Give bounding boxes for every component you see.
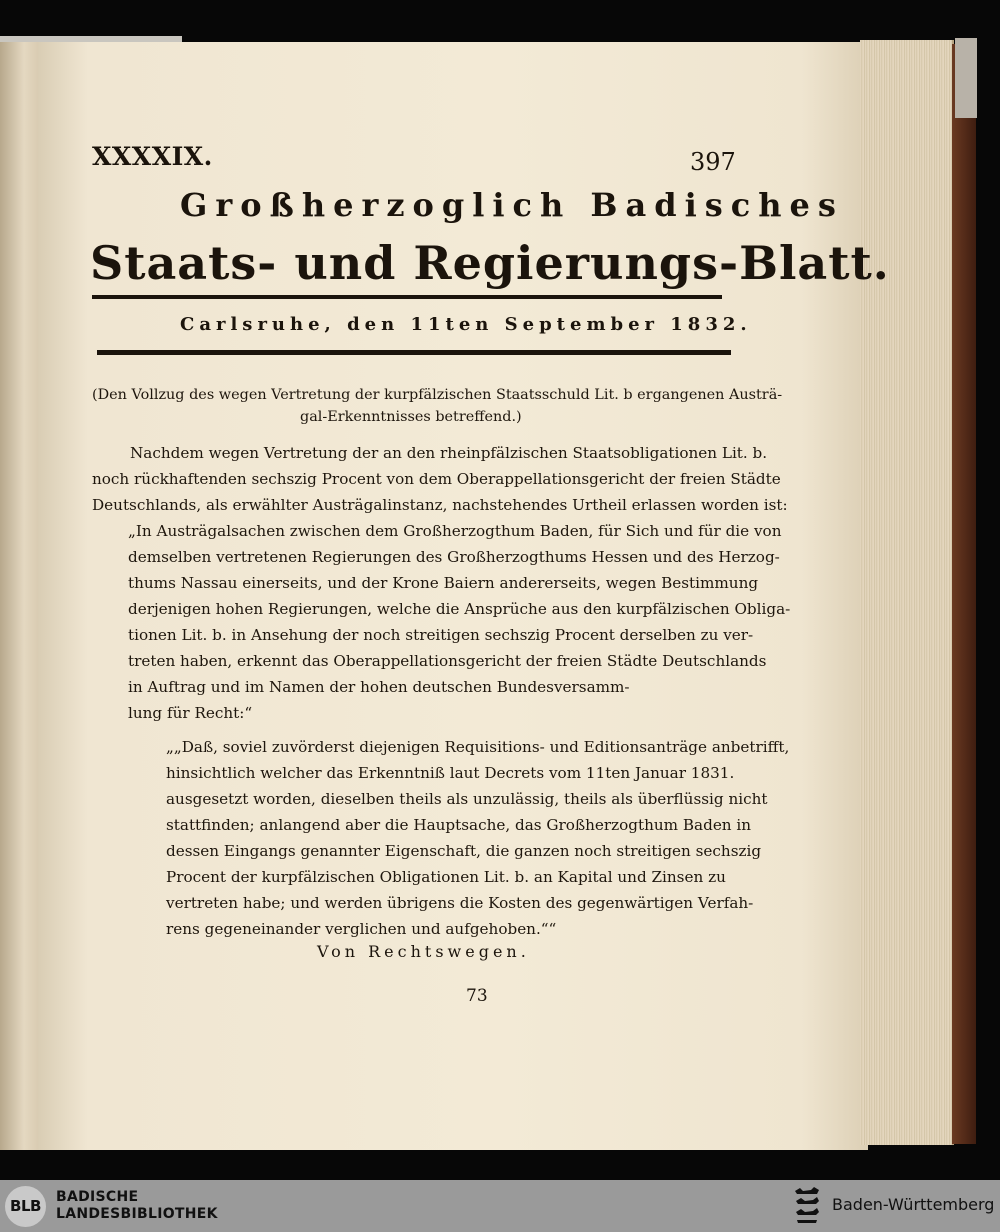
text-line: ausgesetzt worden, dieselben theils als unzulässig, theils als überflüssig nicht	[166, 790, 768, 808]
library-name-line-1: BADISCHE	[56, 1189, 139, 1205]
masthead-title-line-2: Staats- und Regierungs-Blatt.	[90, 236, 890, 290]
footer-bar	[0, 1180, 1000, 1232]
text-line: hinsichtlich welcher das Erkenntniß laut Decrets vom 11ten Januar 1831.	[166, 764, 735, 782]
signature-mark: 73	[466, 986, 488, 1006]
library-name-line-2: LANDESBIBLIOTHEK	[56, 1206, 218, 1222]
signoff: Von Rechtswegen.	[317, 942, 530, 961]
text-line: „In Austrägalsachen zwischen dem Großherzogthum Baden, für Sich und für die von	[128, 522, 782, 540]
text-line: in Auftrag und im Namen der hohen deutschen Bundesversamm-	[128, 678, 630, 696]
text-line: stattfinden; anlangend aber die Hauptsache, das Großherzogthum Baden in	[166, 816, 752, 834]
subject-line: gal-Erkenntnisses betreffend.)	[300, 409, 522, 425]
text-line: „„Daß, soviel zuvörderst diejenigen Requisitions- und Editionsanträge anbetrifft,	[166, 738, 790, 756]
text-line: Procent der kurpfälzischen Obligationen Lit. b. an Kapital und Zinsen zu	[166, 868, 726, 886]
cover-paper-corner	[955, 38, 977, 118]
text-line: derjenigen hohen Regierungen, welche die Ansprüche aus den kurpfälzischen Obliga-	[128, 600, 791, 618]
masthead-title-line-1: Großherzoglich Badisches	[180, 186, 844, 224]
text-line: tionen Lit. b. in Ansehung der noch streitigen sechszig Procent derselben zu ver-	[128, 626, 754, 644]
page-edges	[860, 40, 954, 1145]
text-line: Nachdem wegen Vertretung der an den rheinpfälzischen Staatsobligationen Lit. b.	[130, 444, 768, 462]
text-line: rens gegeneinander verglichen und aufgehoben.““	[166, 920, 557, 938]
text-line: thums Nassau einerseits, und der Krone Baiern andererseits, wegen Bestimmung	[128, 574, 759, 592]
book-cover	[952, 44, 976, 1144]
text-line: lung für Recht:“	[128, 704, 253, 722]
intro-paragraph	[92, 440, 788, 518]
operative-paragraph	[166, 734, 789, 942]
stag-lion-crest-icon	[792, 1186, 822, 1226]
left-page-edge	[0, 42, 40, 1150]
masthead-rule	[92, 295, 722, 299]
date-rule	[97, 350, 731, 355]
text-line: vertreten habe; und werden übrigens die Kosten des gegenwärtigen Verfah-	[166, 894, 754, 912]
library-name[interactable]	[56, 1189, 218, 1223]
blb-logo[interactable]: BLB	[5, 1186, 46, 1227]
subject-line: (Den Vollzug des wegen Vertretung der kurpfälzischen Staatsschuld Lit. b ergangenen Austrä-	[92, 387, 783, 403]
section-number: XXXXIX.	[92, 142, 213, 171]
page-number: 397	[690, 148, 736, 176]
text-line: demselben vertretenen Regierungen des Großherzogthums Hessen und des Herzog-	[128, 548, 780, 566]
text-line: dessen Eingangs genannter Eigenschaft, die ganzen noch streitigen sechszig	[166, 842, 762, 860]
state-name[interactable]: Baden-Württemberg	[832, 1195, 995, 1214]
text-line: Deutschlands, als erwählter Austrägalinstanz, nachstehendes Urtheil erlassen worden ist:	[92, 496, 788, 514]
text-line: noch rückhaftenden sechszig Procent von dem Oberappellationsgericht der freien Städte	[92, 470, 781, 488]
judgment-paragraph	[128, 518, 790, 726]
date-line: Carlsruhe, den 11ten September 1832.	[180, 314, 752, 335]
subject-paragraph	[92, 384, 782, 428]
text-line: treten haben, erkennt das Oberappellationsgericht der freien Städte Deutschlands	[128, 652, 767, 670]
